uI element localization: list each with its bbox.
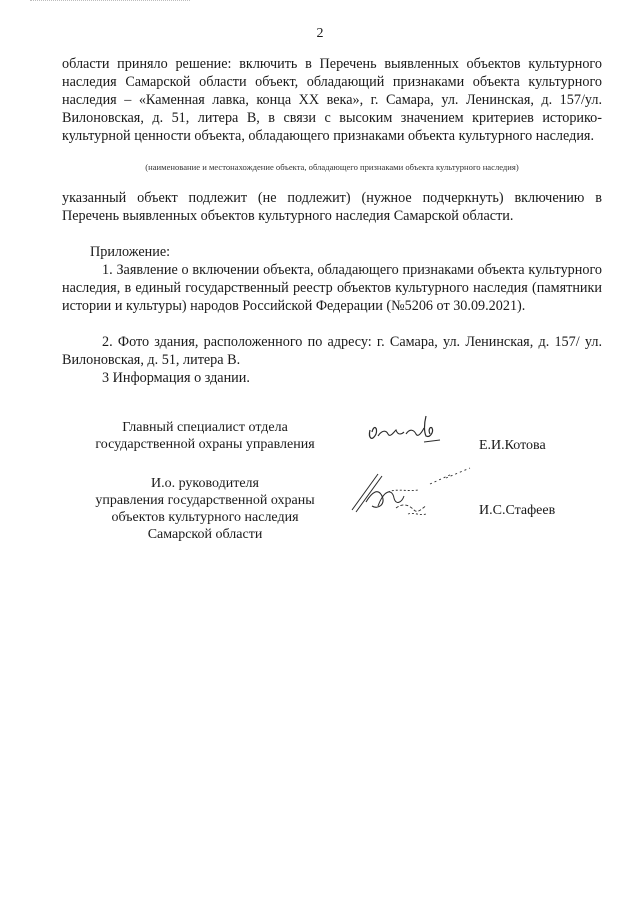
signature-1-image (364, 412, 444, 448)
top-rule (30, 0, 190, 1)
signatory-1-position-line: государственной охраны управления (95, 437, 315, 452)
signatory-2-position-line: управления государственной охраны (95, 493, 315, 508)
appendix-heading: Приложение: (90, 244, 171, 260)
signature-2-image (348, 462, 474, 522)
signatory-2-position (70, 475, 340, 543)
appendix-item-2: 2. Фото здания, расположенного по адресу: г. Самара, ул. Ленинская, д. 157/ ул. Вилоновская, д. 51, литера В. (62, 334, 602, 368)
appendix-item-3: 3 Информация о здании. (102, 370, 250, 386)
signatory-1-position-line: Главный специалист отдела (122, 420, 288, 435)
main-paragraph: области приняло решение: включить в Перечень выявленных объектов культурного наследия Самарской области объект, обладающий признаками объекта культурного наследия – «Каменная лавка, конца XX века», г. Самара, ул. Ленинская, д. 157/ул. Вилоновская, д. 51, литера В, в связи с высоким значением критериев историко-культурной ценности объекта, обладающего признаками объекта культурного наследия. (62, 56, 602, 144)
signatory-1-name: Е.И.Котова (479, 438, 546, 453)
signatory-2-position-line: объектов культурного наследия (111, 510, 299, 525)
second-paragraph: указанный объект подлежит (не подлежит) (нужное подчеркнуть) включению в Перечень выявленных объектов культурного наследия Самарской области. (62, 190, 602, 224)
appendix-item-1: 1. Заявление о включении объекта, обладающего признаками объекта культурного наследия, в единый государственный реестр объектов культурного наследия (памятники истории и культуры) народов Российской Федерации (№5206 от 30.09.2021). (62, 262, 602, 314)
signatory-2-position-line: Самарской области (147, 527, 263, 542)
signatory-1-position (70, 419, 340, 453)
signatory-2-position-line: И.о. руководителя (150, 476, 259, 491)
page-number: 2 (316, 26, 324, 41)
object-caption: (наименование и местонахождение объекта, обладающего признаками объекта культурного наследия) (145, 162, 519, 172)
signatory-2-name: И.С.Стафеев (479, 503, 556, 518)
